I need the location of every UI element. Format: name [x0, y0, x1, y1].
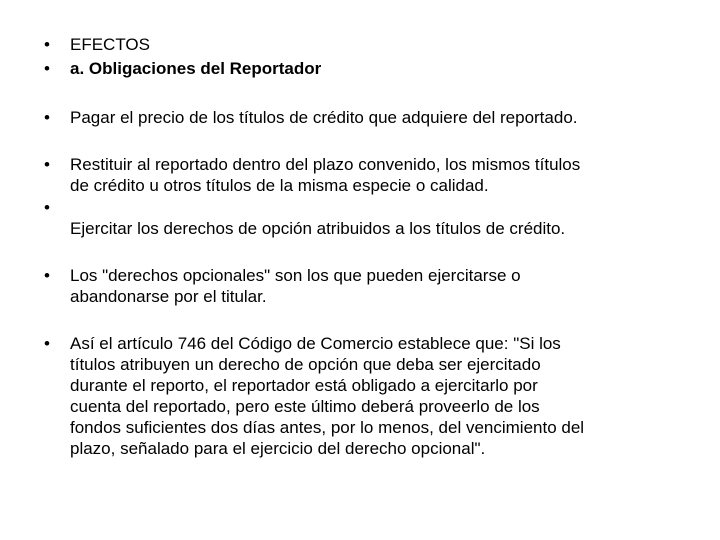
bullet-dot: •: [44, 266, 50, 285]
bullet-dot: •: [44, 198, 50, 217]
bullet-text: Los "derechos opcionales" son los que pueden ejercitarse o abandonarse por el titular.: [70, 266, 521, 306]
bullet-text: Así el artículo 746 del Código de Comercio establece que: "Si los títulos atribuyen un derecho de opción que deba ser ejercitado durante el reporto, el reportador está obligado a ejercitarlo por cuenta del reportado, pero este último deberá proveerlo de los fondos suficientes dos días antes, por lo menos, del vencimiento del plazo, señalado para el ejercicio del derecho opcional".: [70, 334, 585, 458]
bullet-dot: •: [44, 108, 50, 127]
bullet-text: Ejercitar los derechos de opción atribuidos a los títulos de crédito.: [70, 219, 566, 238]
bullet-dot: •: [44, 155, 50, 174]
bullet-dot: •: [44, 59, 50, 78]
bullet-text-heading: a. Obligaciones del Reportador: [70, 59, 322, 78]
bullet-text: Restituir al reportado dentro del plazo convenido, los mismos títulos de crédito u otros títulos de la misma especie o calidad.: [70, 155, 581, 195]
bullet-dot: •: [44, 35, 50, 54]
bullet-dot: •: [44, 334, 50, 353]
bullet-text: Pagar el precio de los títulos de crédito que adquiere del reportado.: [70, 108, 578, 127]
bullet-text: EFECTOS: [70, 35, 150, 54]
